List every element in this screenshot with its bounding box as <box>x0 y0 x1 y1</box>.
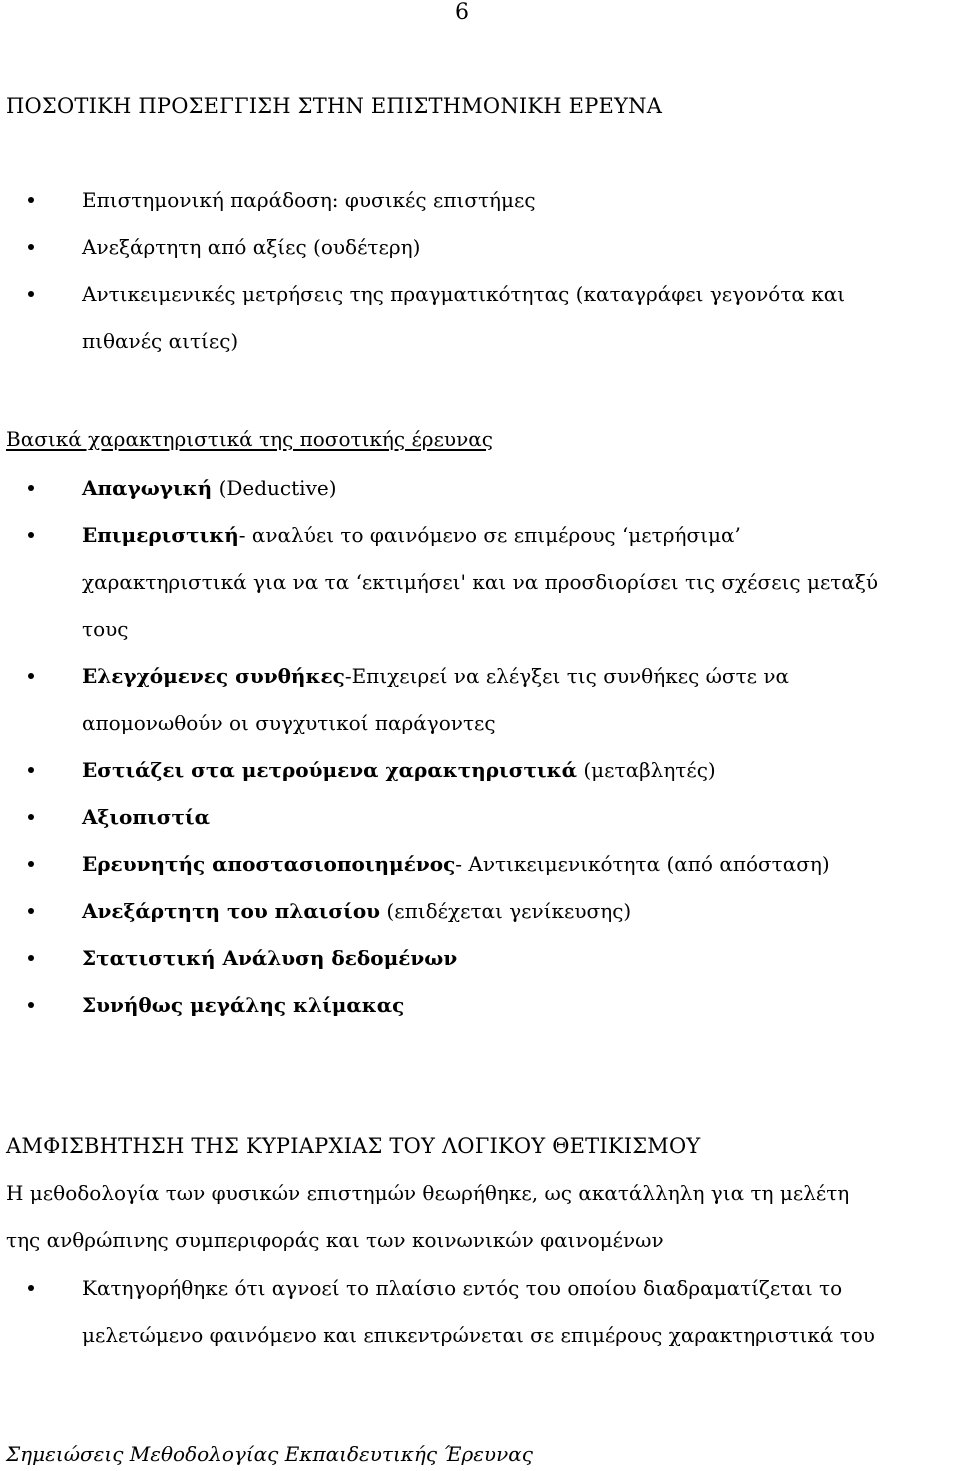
list-item: Στατιστική Ανάλυση δεδομένων <box>0 935 960 982</box>
list-item: Επιμεριστική- αναλύει το φαινόμενο σε επιμέρους ‘μετρήσιμα’ χαρακτηριστικά για να τα ‘εκτιμήσει' και να προσδιορίσει τις σχέσεις μεταξύ τους <box>0 512 960 653</box>
bullet-icon <box>28 767 34 773</box>
bullet-icon <box>28 814 34 820</box>
list-item: Κατηγορήθηκε ότι αγνοεί το πλαίσιο εντός του οποίου διαδραματίζεται το μελετώμενο φαινόμενο και επικεντρώνεται σε επιμέρους χαρακτηριστικά του <box>0 1265 960 1359</box>
footer-note: Σημειώσεις Μεθοδολογίας Εκπαιδευτικής Έρευνας <box>6 1442 533 1466</box>
list-item: Αντικειμενικές μετρήσεις της πραγματικότητας (καταγράφει γεγονότα και πιθανές αιτίες) <box>0 271 960 365</box>
bullet-icon <box>28 908 34 914</box>
list-item: Επιστημονική παράδοση: φυσικές επιστήμες <box>0 177 960 224</box>
bullet-icon <box>28 1285 34 1291</box>
list-item: Αξιοπιστία <box>0 794 960 841</box>
bullet-icon <box>28 291 34 297</box>
intro-bullet-list <box>0 177 960 365</box>
heading-quantitative-approach: ΠΟΣΟΤΙΚΗ ΠΡΟΣΕΓΓΙΣΗ ΣΤΗΝ ΕΠΙΣΤΗΜΟΝΙΚΗ ΕΡΕΥΝΑ <box>6 94 663 118</box>
list-item: Ανεξάρτητη του πλαισίου (επιδέχεται γενίκευσης) <box>0 888 960 935</box>
bullet-icon <box>28 1002 34 1008</box>
list-item: Ελεγχόμενες συνθήκες-Επιχειρεί να ελέγξει τις συνθήκες ώστε να απομονωθούν οι συγχυτικοί παράγοντες <box>0 653 960 747</box>
bullet-icon <box>28 244 34 250</box>
bullet-icon <box>28 861 34 867</box>
bullet-icon <box>28 532 34 538</box>
heading-positivism-challenge: ΑΜΦΙΣΒΗΤΗΣΗ ΤΗΣ ΚΥΡΙΑΡΧΙΑΣ ΤΟΥ ΛΟΓΙΚΟΥ ΘΕΤΙΚΙΣΜΟΥ <box>6 1134 701 1158</box>
bullet-icon <box>28 955 34 961</box>
list-item: Απαγωγική (Deductive) <box>0 465 960 512</box>
characteristics-bullet-list <box>0 465 960 1029</box>
page-number: 6 <box>455 0 469 25</box>
section-title-characteristics: Βασικά χαρακτηριστικά της ποσοτικής έρευνας <box>6 427 493 451</box>
list-item: Ανεξάρτητη από αξίες (ουδέτερη) <box>0 224 960 271</box>
criticism-bullet-list <box>0 1265 960 1359</box>
bullet-icon <box>28 197 34 203</box>
list-item: Ερευνητής αποστασιοποιημένος- Αντικειμενικότητα (από απόσταση) <box>0 841 960 888</box>
list-item: Συνήθως μεγάλης κλίμακας <box>0 982 960 1029</box>
bullet-icon <box>28 673 34 679</box>
list-item: Εστιάζει στα μετρούμενα χαρακτηριστικά (μεταβλητές) <box>0 747 960 794</box>
bullet-icon <box>28 485 34 491</box>
paragraph-methodology: Η μεθοδολογία των φυσικών επιστημών θεωρήθηκε, ως ακατάλληλη για τη μελέτη της ανθρώπινης συμπεριφοράς και των κοινωνικών φαινομένων <box>6 1181 850 1252</box>
